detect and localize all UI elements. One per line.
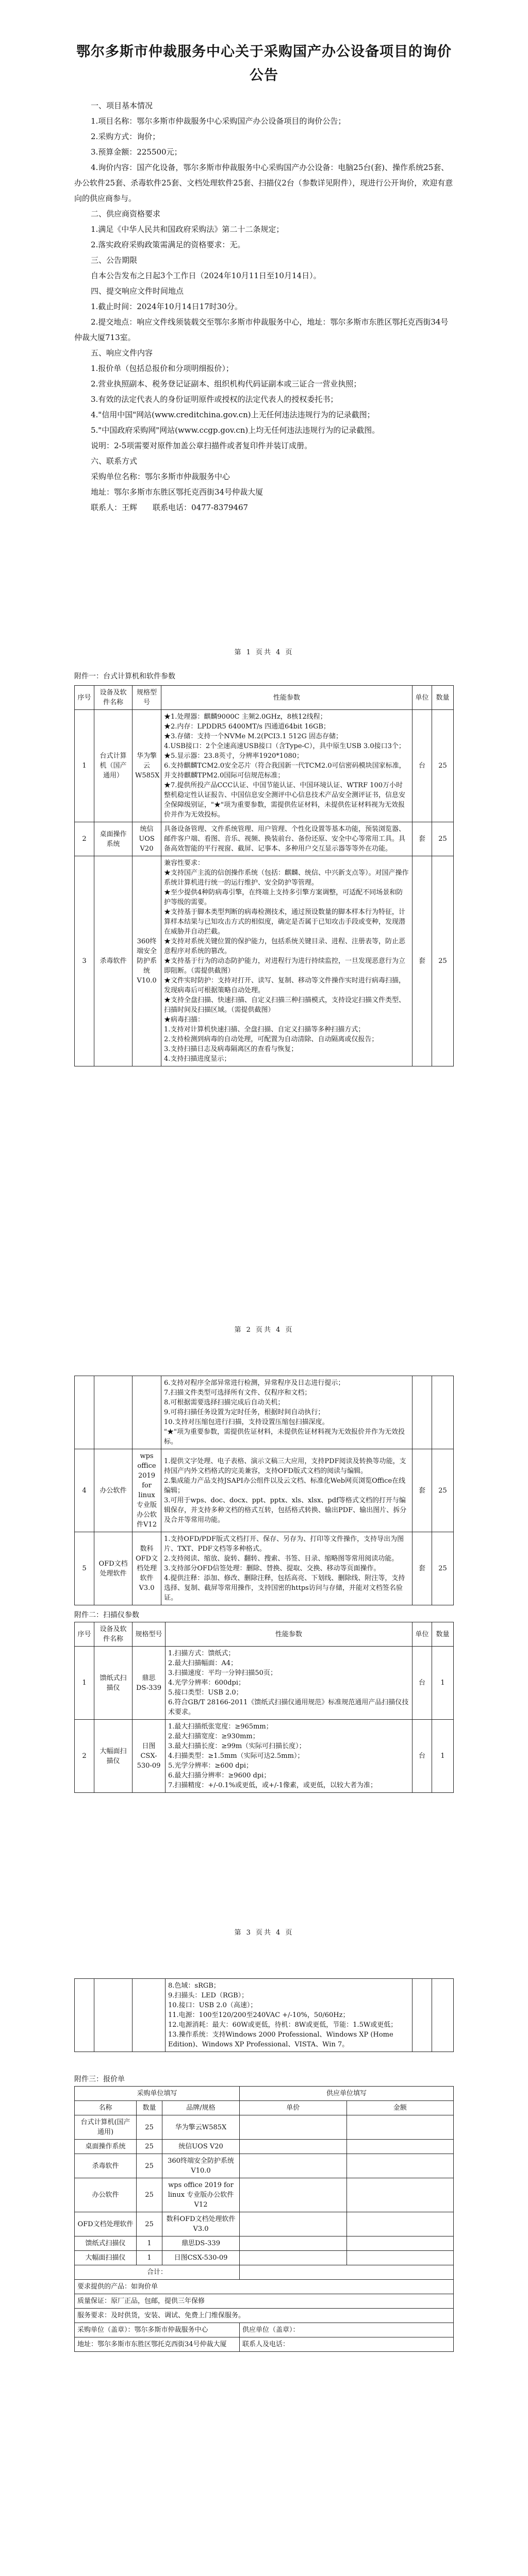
- table-header: 数量: [432, 1622, 454, 1647]
- contact-address: 地址：鄂尔多斯市东胜区鄂托克西街34号仲裁大厦: [91, 487, 263, 497]
- submission-time: 1.截止时间：2024年10月14日17时30分。: [91, 302, 242, 311]
- group-header-buyer: 采购单位填写: [75, 2087, 240, 2101]
- cell-price[interactable]: [240, 2212, 347, 2236]
- spec-line: 3.扫描速度：平均一分钟扫描50页；: [168, 1669, 277, 1677]
- spec-line: 2.最大扫描幅面：A4；: [168, 1659, 238, 1667]
- contact-unit: 采购单位名称：鄂尔多斯市仲裁服务中心: [91, 472, 230, 481]
- cell-no: 4: [75, 1449, 94, 1532]
- response-item: 4."信用中国"网站(www.creditchina.gov.cn)上无任何违法违规行为的记录截图；: [91, 410, 375, 419]
- response-item: 2.营业执照副本、税务登记证副本、组织机构代码证副本或三证合一营业执照；: [91, 379, 361, 388]
- cell-name: 办公软件: [94, 1449, 133, 1532]
- table-row: [75, 2178, 454, 2212]
- cell-qty: 25: [137, 2140, 162, 2154]
- cell-unit: 台: [412, 1720, 432, 1793]
- spec-line: 4.支持扫描进度显示；: [164, 1055, 231, 1063]
- page-number: 第 1 页共 4 页: [234, 649, 294, 656]
- table-header: 单价: [240, 2101, 347, 2115]
- table-header: 单位: [412, 686, 432, 710]
- cell-name: OFD文档处理软件: [75, 2212, 137, 2236]
- cell-amount[interactable]: [346, 2212, 454, 2236]
- spec-line: 4.光学分辨率：600dpi；: [168, 1679, 245, 1687]
- spec-line: 8.可根据需要选择扫描完成后自动关机；: [164, 1399, 285, 1406]
- cell-qty: 1: [137, 2251, 162, 2265]
- cell-name: 馈纸式扫描仪: [94, 1647, 133, 1720]
- spec-line: 13.操作系统：支持Windows 2000 Professional、Windows XP (Home Edition)、Windows XP Professional、VISTA、Win 7。: [168, 2031, 393, 2048]
- cell-unit: 台: [412, 710, 432, 822]
- cell-spec: [161, 710, 412, 822]
- cell-price[interactable]: [240, 2154, 347, 2178]
- cell-brand: 华为擎云W585X: [162, 2115, 240, 2140]
- spec-line: 1.支持对计算机快速扫描、全盘扫描、自定义扫描等多种扫描方式；: [164, 1026, 365, 1033]
- cell-name: 杀毒软件: [94, 856, 133, 1066]
- buyer-address: 地址：鄂尔多斯市东胜区鄂托克西街34号仲裁大厦: [75, 2337, 240, 2352]
- table-row: [75, 856, 454, 1066]
- table-header: 设备及软件名称: [94, 686, 133, 710]
- page-2: [0, 689, 528, 1355]
- annex1-table: [74, 685, 454, 1066]
- cell-model: 数科OFD文档处理软件V3.0: [133, 1532, 161, 1605]
- inquiry-content: 4.询价内容：国产化设备，鄂尔多斯市仲裁服务中心采购国产办公设备：电脑25台(套)、操作系统25套、办公软件25套、杀毒软件25套、文档处理软件25套、扫描仪2台（参数详见附件），现进行公开询价，欢迎有意向的供应商参与。: [74, 163, 453, 203]
- spec-line: 1.支持OFD/PDF版式文档打开、保存、另存为、打印等文件操作，支持导出为图片、TXT、PDF文档等多种格式。: [164, 1535, 404, 1553]
- spec-line: ★支持全盘扫描、快速扫描、自定义扫描三种扫描模式，支持设定扫描文件类型、扫描时间及扫描区域。（需提供截图）: [164, 996, 406, 1014]
- page-number: 第 3 页共 4 页: [234, 1929, 294, 1937]
- annex-caption: 附件二：扫描仪参数: [74, 1611, 139, 1619]
- table-header: 性能参数: [166, 1622, 412, 1647]
- spec-line: 9.可将扫描任务设置为定时任务，根据时间自动执行；: [164, 1409, 325, 1416]
- cell-spec: [161, 1376, 412, 1449]
- annex-caption: 附件一：台式计算机和软件参数: [74, 672, 175, 681]
- table-header: 性能参数: [161, 686, 412, 710]
- total-amount[interactable]: [240, 2265, 454, 2280]
- spec-line: 6.符合GB/T 28166-2011《馈纸式扫描仪通用规范》标准规范通用产品扫描仪技术要求。: [168, 1699, 409, 1716]
- table-header: 序号: [75, 1622, 94, 1647]
- section-heading: 五、响应文件内容: [91, 348, 153, 358]
- cell-qty: 25: [432, 822, 454, 856]
- budget: 3.预算金额：225500元；: [91, 147, 182, 157]
- cell-brand: 数科OFD文档处理软件V3.0: [162, 2212, 240, 2236]
- cell-unit: 台: [412, 1647, 432, 1720]
- table-row: [75, 710, 454, 822]
- cell-name: 台式计算机（国产通用）: [94, 710, 133, 822]
- cell-qty: 25: [432, 710, 454, 822]
- cell-brand: wps office 2019 for linux 专业版办公软件V12: [162, 2178, 240, 2212]
- spec-line: 10.支持对压缩包进行扫描，支持设置压缩包扫描深度。: [164, 1418, 329, 1426]
- response-item: 1.报价单（包括总报价和分项明细报价）；: [91, 364, 234, 373]
- spec-line: ★文件实时防护：支持对打开、读写、复制、移动等文件操作实时进行病毒扫描，发现病毒后可根据策略自动处理。: [164, 977, 406, 994]
- spec-line: 3.可用于wps、doc、docx、ppt、pptx、xls、xlsx、pdf等格式文档的打开与编辑保存，并支持多种文档的格式互转，包括格式转换、输出PDF、输出图片、拆分及合并等常用功能。: [164, 1496, 407, 1524]
- page-4: [0, 1958, 528, 2576]
- page-1: [0, 0, 528, 721]
- spec-line: 4.提供注释：添加、修改、删除注释，包括高亮、下划线、删除线、附注等，支持选择、复制、截屏等常用操作，支持国密的https访问与存储，并能对文档签名验证。: [164, 1574, 405, 1602]
- spec-line: 5.光学分辨率：≥600 dpi；: [168, 1762, 253, 1770]
- spec-line: 2.支持检测到病毒的自动处理，可配置为自动清除、自动隔离或仅报告；: [164, 1036, 378, 1043]
- cell-no: 1: [75, 1647, 94, 1720]
- spec-line: 1.扫描方式：馈纸式；: [168, 1650, 235, 1657]
- spec-line: 3.支持扫描日志及病毒隔离区的查看与恢复；: [164, 1045, 298, 1053]
- supplier-seal: 供应单位（盖章）：: [240, 2323, 454, 2337]
- table-header: 品牌/规格: [162, 2101, 240, 2115]
- table-header: 金额: [346, 2101, 454, 2115]
- cell-no: 2: [75, 1720, 94, 1793]
- cell-amount[interactable]: [346, 2154, 454, 2178]
- spec-line: 2.集成能力产品支持JSAPI办公组件以及云文档、标准化Web网页浏览Office在线编辑；: [164, 1477, 406, 1495]
- cell-name: 桌面操作系统: [94, 822, 133, 856]
- spec-line: 3.最大扫描长度：≥99m（实际可扫描长度）；: [168, 1742, 306, 1750]
- cell-name: 办公软件: [75, 2178, 137, 2212]
- spec-line: 6.最大扫描分辨率：≥9600 dpi；: [168, 1772, 271, 1780]
- spec-line: ★至少提供4种防病毒引擎，在终端上支持多引擎方案调整，可适配不同场景和防护等级的需要。: [164, 889, 403, 906]
- cell-price[interactable]: [240, 2140, 347, 2154]
- spec-line: ★1.处理器：麒麟9000C 主频2.0GHz，8核12线程；: [164, 713, 327, 721]
- spec-line: 1.最大扫描纸张宽度：≥965mm；: [168, 1723, 273, 1731]
- spec-line: ★3.存储：支持一个NVMe M.2(PCI3.1 512G 固态存储；: [164, 733, 343, 740]
- cell-price[interactable]: [240, 2115, 347, 2140]
- cell-qty: 1: [432, 1647, 454, 1720]
- table-row: [75, 2115, 454, 2140]
- page-number: 第 2 页共 4 页: [234, 1326, 294, 1334]
- cell-unit: 套: [412, 1449, 432, 1532]
- spec-line: ★2.内存：LPDDR5 6400MT/s 四通道64bit 16GB；: [164, 723, 330, 731]
- cell-no: 3: [75, 856, 94, 1066]
- spec-line: 11.电源：100至120/200至240VAC +/-10%，50/60Hz；: [168, 2011, 350, 2019]
- cell-name: OFD文档处理软件: [94, 1532, 133, 1605]
- cell-amount[interactable]: [346, 2236, 454, 2251]
- contact-person: 联系人：王辉 联系电话：0477-8379467: [91, 503, 249, 512]
- project-name: 1.项目名称：鄂尔多斯市仲裁服务中心采购国产办公设备项目的询价公告；: [91, 116, 346, 126]
- cell-amount[interactable]: [346, 2140, 454, 2154]
- response-item: 5."中国政府采购网"网站(www.ccgp.gov.cn)上均无任何违法违规行为的记录截图。: [91, 426, 380, 435]
- spec-line: 9.扫描头：LED（RGB）；: [168, 1992, 249, 1999]
- cell-qty: 25: [137, 2154, 162, 2178]
- annex2-table-continued: [74, 1978, 454, 2052]
- cell-spec: [166, 1979, 412, 2052]
- spec-line: ★病毒扫描：: [164, 1016, 205, 1024]
- table-row: [75, 2236, 454, 2251]
- cell-unit: 套: [412, 1532, 432, 1605]
- table-row: [75, 1979, 454, 2052]
- response-item: 3.有效的法定代表人的身份证明原件或授权的法定代表人的授权委托书；: [91, 395, 338, 404]
- cell-brand: 360终端安全防护系统V10.0: [162, 2154, 240, 2178]
- cell-spec: [161, 1532, 412, 1605]
- table-row: [75, 822, 454, 856]
- table-row: [75, 2140, 454, 2154]
- cell-price[interactable]: [240, 2236, 347, 2251]
- deadline: 自本公告发布之日起3个工作日（2024年10月11日至10月14日）。: [91, 271, 321, 280]
- buyer-seal: 采购单位（盖章）：鄂尔多斯市仲裁服务中心: [75, 2323, 240, 2337]
- cell-qty: 25: [432, 1532, 454, 1605]
- spec-line: ★支持基于脚本类型判断的病毒检测技术，通过预设数量的脚本样本行为特征，计算样本结果与已知攻击方式的相似度，确定是否属于已知攻击手段或变种，发现潜在威胁并自动拦截。: [164, 908, 406, 936]
- table-row: [75, 1720, 454, 1793]
- spec-line: 12.电源消耗：最大：60W或更低，待机：8W或更低，节能：1.5W或更低；: [168, 2021, 398, 2029]
- table-row: [75, 1449, 454, 1532]
- table-header: 序号: [75, 686, 94, 710]
- table-row: [75, 1532, 454, 1605]
- cell-unit: 套: [412, 822, 432, 856]
- spec-line: 3.支持部分OFD信签处理：删除、替换、提取、交换、移动等页面操作。: [164, 1565, 381, 1572]
- page-title: 鄂尔多斯市仲裁服务中心关于采购国产办公设备项目的询价公告: [76, 44, 452, 83]
- annex2-table: [74, 1622, 454, 1793]
- cell-no: 5: [75, 1532, 94, 1605]
- spec-line: ★支持对系统关键位置的保护能力，包括系统关键目录、进程、注册表等，防止恶意程序对系统的篡改。: [164, 938, 406, 955]
- cell-qty: 1: [137, 2236, 162, 2251]
- cell-no: 1: [75, 710, 94, 822]
- spec-line: 8.色域：sRGB；: [168, 1982, 220, 1990]
- requirement-line: 要求提供的产品：如询价单: [75, 2280, 454, 2294]
- cell-amount[interactable]: [346, 2178, 454, 2212]
- table-header: 规格型号: [133, 1622, 166, 1647]
- spec-line: 7.扫描精度：+/-0.1%或更低，或+/-1像素，或更低，以较大者为准；: [168, 1782, 377, 1789]
- cell-name: 大幅面扫描仪: [75, 2251, 137, 2265]
- spec-line: ★支持基于行为的动态防护能力，对进程行为进行持续监控，一旦发现恶意行为立即阻断。（需提供截图）: [164, 957, 406, 975]
- spec-line: 5.接口类型：USB 2.0；: [168, 1689, 243, 1697]
- cell-model: 日图CSX-530-09: [133, 1720, 166, 1793]
- qualification-item: 1.满足《中华人民共和国政府采购法》第二十二条规定；: [91, 225, 284, 234]
- table-header: 设备及软件名称: [94, 1622, 133, 1647]
- cell-qty: 25: [432, 1449, 454, 1532]
- requirement-line: 质量保证：原厂正品，包邮，提供三年保修: [75, 2294, 454, 2309]
- spec-line: ★5.显示器：23.8英寸，分辨率1920*1080；: [164, 752, 304, 760]
- section-heading: 六、联系方式: [91, 456, 138, 466]
- spec-line: "★"项为重要参数，需提供佐证材料，未提供佐证材料视为无效报价并作为无效投标。: [164, 1428, 405, 1446]
- cell-brand: 日图CSX-530-09: [162, 2251, 240, 2265]
- section-heading: 四、提交响应文件时间地点: [91, 286, 184, 296]
- table-row: [75, 2212, 454, 2236]
- cell-model: 华为擎云W585X: [133, 710, 161, 822]
- quote-table: [74, 2086, 454, 2352]
- table-header: 数量: [432, 686, 454, 710]
- spec-line: 10.接口：USB 2.0（高速）；: [168, 2002, 257, 2009]
- cell-name: 台式计算机(国产通用): [75, 2115, 137, 2140]
- supplier-contact: 联系人及电话：: [240, 2337, 454, 2352]
- group-header-supplier: 供应单位填写: [240, 2087, 454, 2101]
- cell-model: 360终端安全防护系统V10.0: [133, 856, 161, 1066]
- cell-price[interactable]: [240, 2251, 347, 2265]
- spec-line: 兼容性要求：: [164, 859, 205, 867]
- spec-line: 4.扫描类型：≥1.5mm（实际可达2.5mm）；: [168, 1752, 304, 1760]
- cell-amount[interactable]: [346, 2115, 454, 2140]
- cell-model: 统信UOS V20: [133, 822, 161, 856]
- table-header: 单位: [412, 1622, 432, 1647]
- annex-caption: 附件三：报价单: [74, 2075, 125, 2083]
- spec-line: 6.支持麒麟TCM2.0安全芯片（符合我国新一代TCM2.0可信密码模块国家标准，并支持麒麟TPM2.0国际可信规范标准；: [164, 762, 406, 779]
- total-label: 合计：: [75, 2265, 240, 2280]
- table-row: [75, 1647, 454, 1720]
- table-header: 数量: [137, 2101, 162, 2115]
- spec-line: ★7.提供所投产品CCC认证、中国节能认证、中国环境认证、WTRF 100万小时整机稳定性认证报告、中国信息安全测评中心信息技术产品安全测评证书，信息安全保障级别证，"★"项为重要参数，需提供佐证材料，未提供佐证材料视为无效报价并作为无效投标。: [164, 782, 406, 819]
- page-3: [0, 1355, 528, 1958]
- spec-line: 6.支持对程序全部异常进行检测，异常程序及日志进行提示；: [164, 1379, 345, 1387]
- cell-qty: 25: [137, 2115, 162, 2140]
- cell-name: 馈纸式扫描仪: [75, 2236, 137, 2251]
- table-row: [75, 2251, 454, 2265]
- cell-name: 杀毒软件: [75, 2154, 137, 2178]
- cell-brand: 鼎思DS-339: [162, 2236, 240, 2251]
- section-heading: 一、项目基本情况: [91, 101, 153, 110]
- response-note: 说明：2-5项需要对原件加盖公章扫描件或者复印件并装订成册。: [91, 441, 312, 450]
- section-heading: 三、公告期限: [91, 256, 138, 265]
- cell-qty: 25: [137, 2178, 162, 2212]
- table-row: [75, 2154, 454, 2178]
- cell-brand: 统信UOS V20: [162, 2140, 240, 2154]
- cell-spec: [161, 856, 412, 1066]
- spec-line: 4.USB接口：2个全速高速USB接口（含Type-C），具中原生USB 3.0接口3个；: [164, 742, 405, 750]
- cell-model: wps office 2019 for linux 专业版办公软件V12: [133, 1449, 161, 1532]
- spec-line: 2.最大扫描宽度：≥930mm；: [168, 1733, 259, 1740]
- spec-line: ★支持国产主流的信创操作系统（包括：麒麟、统信、中兴新支点等）。对国产操作系统计算机进行统一的运行维护、安全防护等管理。: [164, 869, 409, 887]
- spec-line: 1.提供文字处理、电子表格、演示文稿三大应用，支持PDF阅读及转换等功能，支持国产内外文档格式的完美兼容，支持OFD版式文档的阅读与编辑。: [164, 1457, 406, 1475]
- cell-no: 2: [75, 822, 94, 856]
- spec-line: 具备设备管理、文件系统管理、用户管理、个性化设置等基本功能，预装浏览器、邮件客户端、看图、音乐、视频、换装前台、备份还原、安全中心等常用工具。具备高效智能的平行视窗、截屏、记事本、多种用户交互显示器等等外在功能。: [164, 825, 406, 853]
- cell-amount[interactable]: [346, 2251, 454, 2265]
- submission-place: 2.提交地点：响应文件线须装载交至鄂尔多斯市仲裁服务中心，地址：鄂尔多斯市东胜区鄂托克西街34号仲裁大厦713室。: [74, 317, 449, 342]
- cell-spec: [166, 1720, 412, 1793]
- requirement-line: 服务要求：及时供货，安装、调试、免费上门维保服务。: [75, 2309, 454, 2323]
- spec-line: 7.扫描文件类型可选择所有文件、仅程序和文档；: [164, 1389, 311, 1397]
- cell-spec: [166, 1647, 412, 1720]
- table-header: 名称: [75, 2101, 137, 2115]
- annex1-table-continued: [74, 1376, 454, 1605]
- cell-spec: [161, 822, 412, 856]
- spec-line: 2.支持阅读、缩放、旋转、翻转、搜索、书签、目录、缩略图等常用阅读功能。: [164, 1555, 399, 1563]
- cell-model: 鼎思 DS-339: [133, 1647, 166, 1720]
- cell-qty: 1: [432, 1720, 454, 1793]
- procurement-method: 2.采购方式：询价；: [91, 132, 160, 141]
- qualification-item: 2.落实政府采购政策需满足的资格要求：无。: [91, 240, 245, 249]
- cell-price[interactable]: [240, 2178, 347, 2212]
- total-row: [75, 2265, 454, 2280]
- cell-unit: 套: [412, 856, 432, 1066]
- cell-name: 桌面操作系统: [75, 2140, 137, 2154]
- table-row: [75, 1376, 454, 1449]
- cell-spec: [161, 1449, 412, 1532]
- cell-qty: 25: [137, 2212, 162, 2236]
- cell-qty: 25: [432, 856, 454, 1066]
- table-header: 规格型号: [133, 686, 161, 710]
- cell-name: 大幅面扫描仪: [94, 1720, 133, 1793]
- section-heading: 二、供应商资格要求: [91, 209, 161, 218]
